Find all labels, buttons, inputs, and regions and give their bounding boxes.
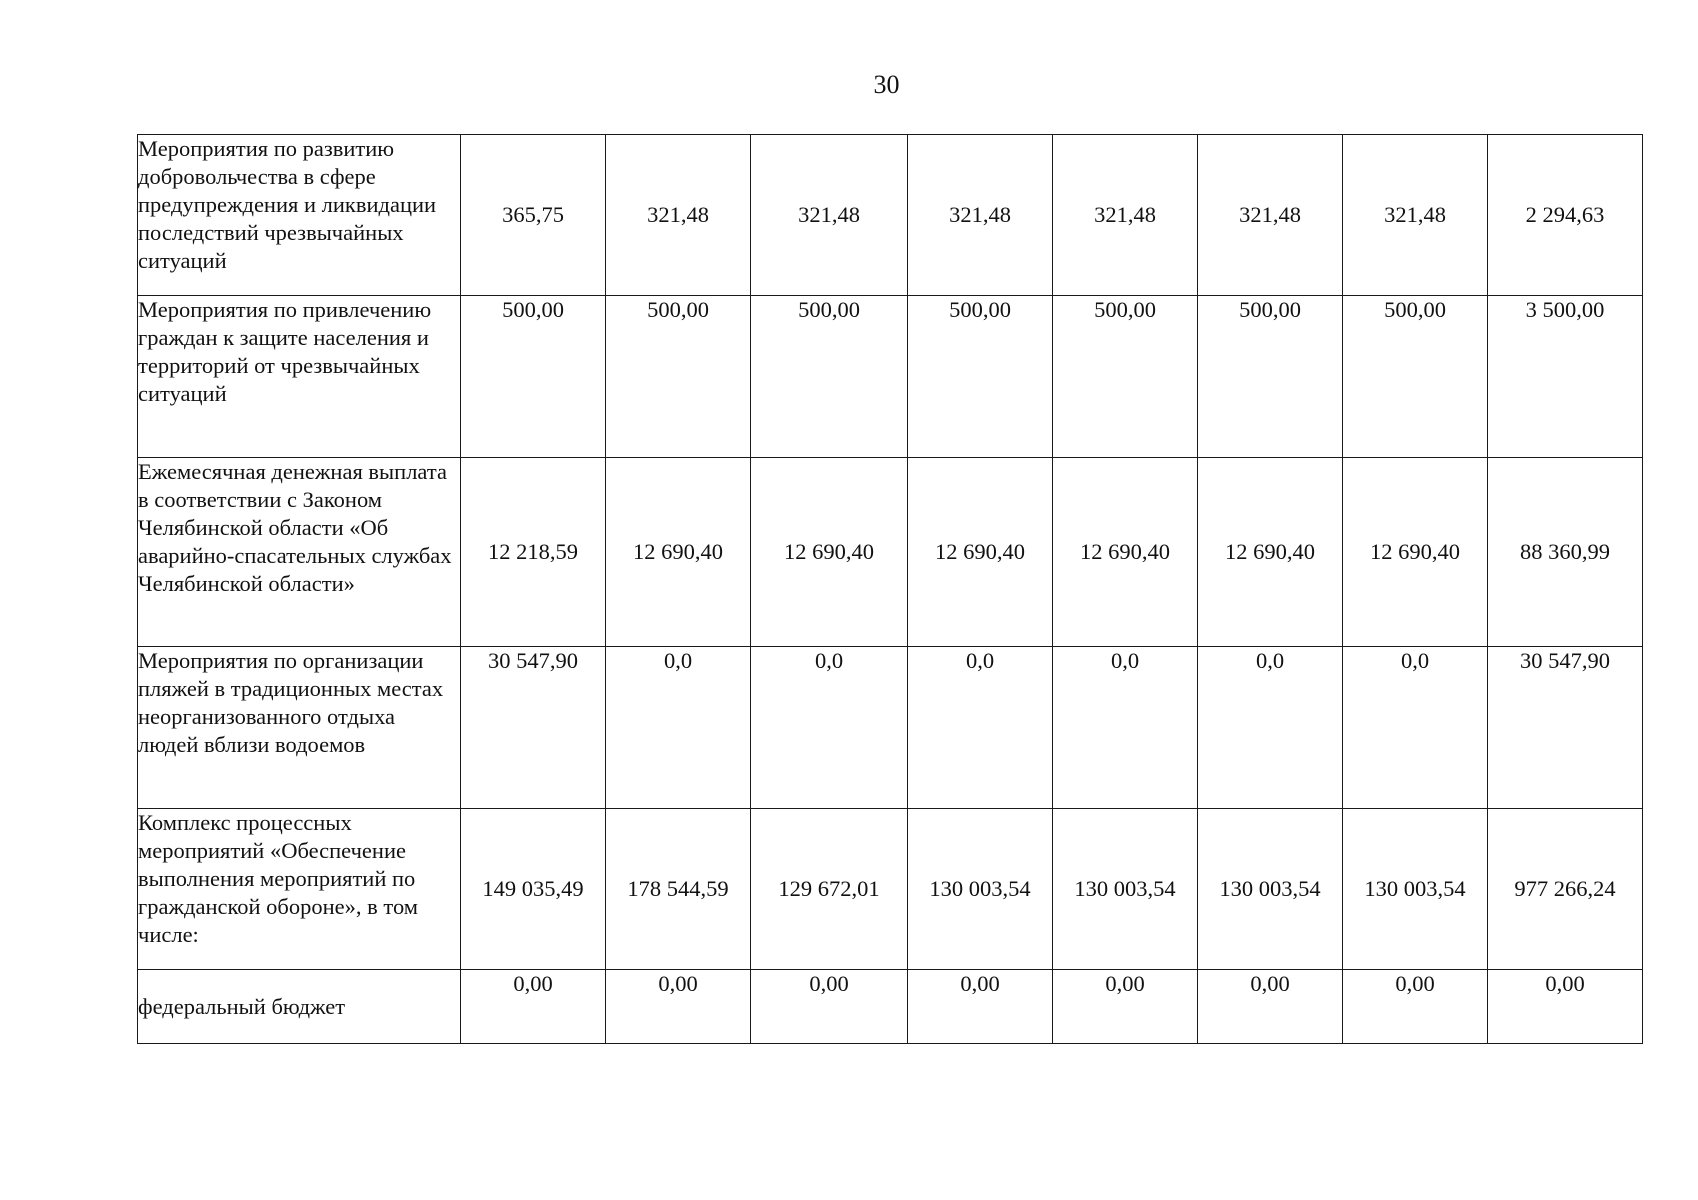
value-cell: 0,00 bbox=[751, 970, 908, 1044]
value-cell: 321,48 bbox=[751, 135, 908, 296]
value-cell: 149 035,49 bbox=[461, 809, 606, 970]
total-cell: 88 360,99 bbox=[1488, 458, 1643, 647]
total-cell: 30 547,90 bbox=[1488, 647, 1643, 809]
value-cell: 321,48 bbox=[1343, 135, 1488, 296]
value-cell: 0,00 bbox=[1198, 970, 1343, 1044]
row-label: Мероприятия по привлечению граждан к защите населения и территорий от чрезвычайных ситуаций bbox=[138, 296, 461, 458]
value-cell: 321,48 bbox=[606, 135, 751, 296]
row-label: Мероприятия по развитию добровольчества в сфере предупреждения и ликвидации последствий чрезвычайных ситуаций bbox=[138, 135, 461, 296]
budget-table bbox=[137, 134, 1643, 1044]
value-cell: 500,00 bbox=[1198, 296, 1343, 458]
value-cell: 12 690,40 bbox=[1343, 458, 1488, 647]
value-cell: 0,00 bbox=[461, 970, 606, 1044]
table-row bbox=[138, 647, 1643, 809]
value-cell: 12 690,40 bbox=[908, 458, 1053, 647]
value-cell: 178 544,59 bbox=[606, 809, 751, 970]
table-row bbox=[138, 970, 1643, 1044]
value-cell: 0,0 bbox=[1198, 647, 1343, 809]
value-cell: 12 690,40 bbox=[606, 458, 751, 647]
value-cell: 0,00 bbox=[606, 970, 751, 1044]
value-cell: 500,00 bbox=[1053, 296, 1198, 458]
value-cell: 0,0 bbox=[606, 647, 751, 809]
row-label: Ежемесячная денежная выплата в соответствии с Законом Челябинской области «Об аварийно-спасательных службах Челябинской области» bbox=[138, 458, 461, 647]
value-cell: 321,48 bbox=[1053, 135, 1198, 296]
value-cell: 130 003,54 bbox=[1053, 809, 1198, 970]
value-cell: 500,00 bbox=[461, 296, 606, 458]
value-cell: 0,00 bbox=[1053, 970, 1198, 1044]
value-cell: 130 003,54 bbox=[908, 809, 1053, 970]
value-cell: 0,0 bbox=[908, 647, 1053, 809]
value-cell: 0,0 bbox=[1053, 647, 1198, 809]
total-cell: 0,00 bbox=[1488, 970, 1643, 1044]
value-cell: 12 218,59 bbox=[461, 458, 606, 647]
value-cell: 12 690,40 bbox=[751, 458, 908, 647]
value-cell: 129 672,01 bbox=[751, 809, 908, 970]
page-number: 30 bbox=[873, 70, 900, 99]
table-row bbox=[138, 296, 1643, 458]
value-cell: 0,0 bbox=[751, 647, 908, 809]
value-cell: 500,00 bbox=[1343, 296, 1488, 458]
value-cell: 321,48 bbox=[1198, 135, 1343, 296]
table-row bbox=[138, 135, 1643, 296]
value-cell: 500,00 bbox=[908, 296, 1053, 458]
total-cell: 2 294,63 bbox=[1488, 135, 1643, 296]
value-cell: 500,00 bbox=[606, 296, 751, 458]
value-cell: 0,00 bbox=[1343, 970, 1488, 1044]
row-label: Комплекс процессных мероприятий «Обеспечение выполнения мероприятий по гражданской обороне», в том числе: bbox=[138, 809, 461, 970]
value-cell: 0,0 bbox=[1343, 647, 1488, 809]
table-row bbox=[138, 809, 1643, 970]
value-cell: 12 690,40 bbox=[1198, 458, 1343, 647]
value-cell: 321,48 bbox=[908, 135, 1053, 296]
value-cell: 12 690,40 bbox=[1053, 458, 1198, 647]
table-row bbox=[138, 458, 1643, 647]
value-cell: 130 003,54 bbox=[1198, 809, 1343, 970]
total-cell: 977 266,24 bbox=[1488, 809, 1643, 970]
row-label: Мероприятия по организации пляжей в традиционных местах неорганизованного отдыха людей вблизи водоемов bbox=[138, 647, 461, 809]
value-cell: 130 003,54 bbox=[1343, 809, 1488, 970]
value-cell: 30 547,90 bbox=[461, 647, 606, 809]
value-cell: 0,00 bbox=[908, 970, 1053, 1044]
row-label: федеральный бюджет bbox=[138, 970, 461, 1044]
total-cell: 3 500,00 bbox=[1488, 296, 1643, 458]
value-cell: 365,75 bbox=[461, 135, 606, 296]
value-cell: 500,00 bbox=[751, 296, 908, 458]
